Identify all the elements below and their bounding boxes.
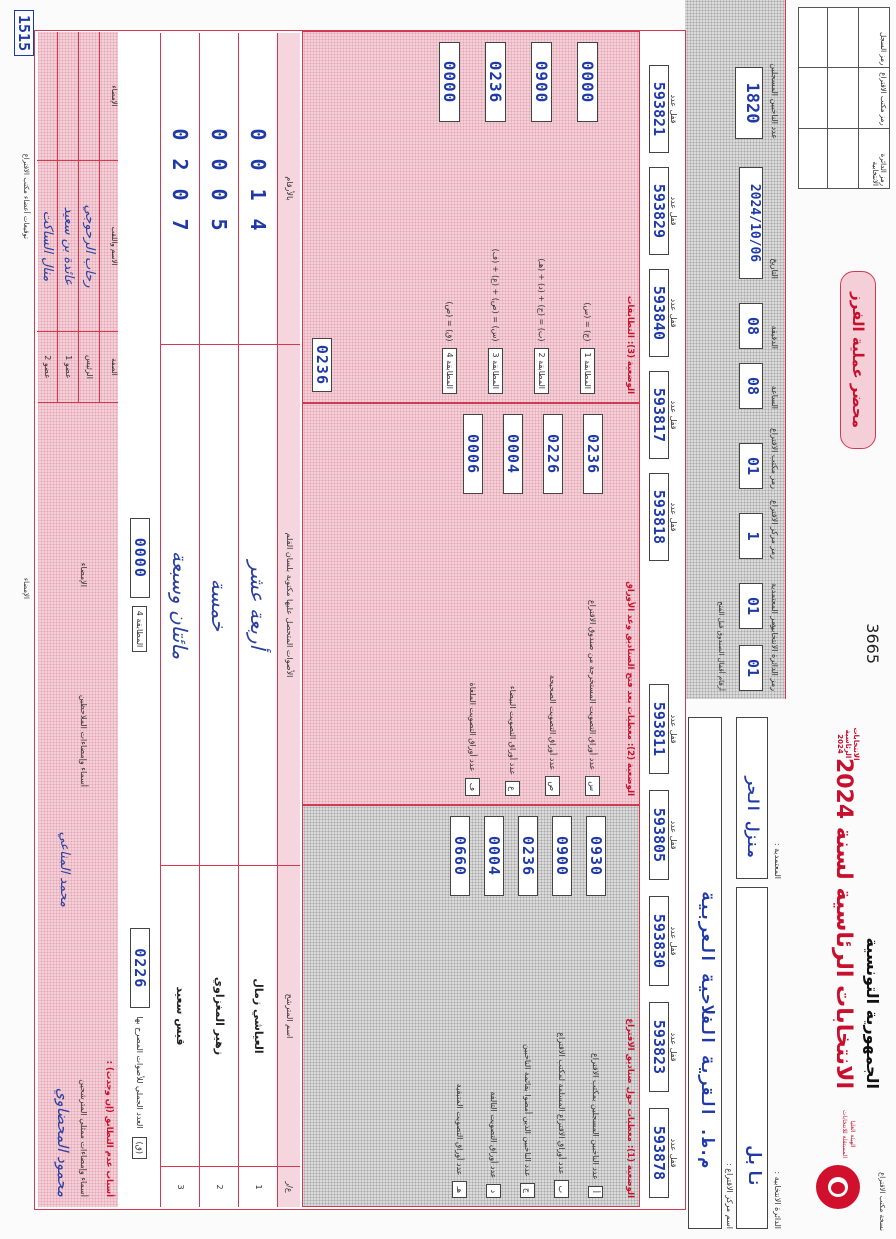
- section3-panel: [302, 31, 640, 403]
- members-table: [38, 32, 118, 403]
- total-label: العدد الجملي للأصوات المصرح بها: [135, 1016, 145, 1129]
- candidates-table: [120, 33, 300, 1207]
- seals-label: أرقام أقفال الصندوق قبل الفتح: [717, 601, 725, 691]
- code-date-label: التاريخ: [770, 258, 779, 279]
- candidate-3-name: قيس سعيد: [161, 865, 199, 1166]
- code-circ-label: رمز الدائرة الانتخابية: [770, 623, 779, 691]
- s2-row-ain: ع عدد أوراق التصويت البيضاء 0004: [493, 414, 533, 796]
- code-date: 2024/10/06: [739, 167, 763, 279]
- code-voters-label: عدد الناخبين المسجلين: [770, 63, 779, 139]
- match4-value: 0000: [130, 518, 150, 598]
- candidates-total-row: (ق) العدد الجملي للأصوات المصرح بها 0226 المطابقة 4 0000: [120, 33, 160, 1207]
- s2-value-ain: 0004: [503, 414, 523, 494]
- signature-label-2: الإمضاء: [22, 577, 30, 599]
- s2-row-fa: ف عدد أوراق التصويت الملغاة 0006: [453, 414, 493, 796]
- code-hour: 08: [739, 363, 763, 409]
- republic-title: الجمهورية التونسية: [863, 937, 882, 1089]
- s2-value-fa: 0006: [463, 414, 483, 494]
- s1-row-e: هـ عدد أوراق التصويت المتبقية 0660: [443, 816, 477, 1198]
- code-circ: 01: [739, 645, 763, 691]
- s3-value-2: 0900: [532, 42, 553, 122]
- observers-label: أسماء وإمضاءات الملاحظين: [79, 694, 88, 787]
- section2-rows: [453, 414, 613, 796]
- form-badge: محضر عملية الفرز: [840, 271, 876, 449]
- candidate-1-digits: 0014: [246, 128, 270, 249]
- candidate-2-digits: 0005: [207, 128, 231, 249]
- candidate-3-digits: 0207: [168, 128, 192, 249]
- deleg-field: [736, 717, 768, 879]
- deleg-value: منزل الحر: [744, 776, 762, 858]
- candidate-1-name: العياشي زمال: [239, 865, 277, 1166]
- section2-title: الوضعية (2): معطيات بعد فتح الصناديق وعد الأوراق: [625, 581, 635, 796]
- seal-before-2: 593823: [649, 1002, 669, 1092]
- total-value: 0226: [130, 928, 150, 1008]
- s3-extra-code: 0236: [312, 338, 332, 392]
- top-note: نسخة مكتب الاقتراع: [878, 1172, 886, 1231]
- s1-row-a: أ عدد الناخبين المسجلين بمكتب الاقتراع 0930: [579, 816, 613, 1198]
- candidate-3-words: مائتان وسبعة: [161, 344, 199, 865]
- election-logo: الانتخابات الرئاسية 2024: [836, 727, 860, 761]
- s2-row-s: س عدد أوراق التصويت المستخرجة من صندوق الاقتراع 0236: [573, 414, 613, 796]
- circ-label: الدائرة الانتخابية :: [773, 1171, 782, 1229]
- match4-label: المطابقة 4: [133, 606, 148, 652]
- section2-panel: [302, 403, 640, 805]
- code-voters: 1820: [735, 67, 763, 139]
- page-number: 3665: [863, 623, 882, 664]
- code-office: 01: [739, 443, 763, 489]
- header: [786, 0, 896, 1239]
- seal-before-1: 593878: [649, 1108, 669, 1198]
- seals-after-row: قفل عدد 593818 قفل عدد 593817 قفل عدد 593840 قفل عدد 593829 قفل عدد 593821: [644, 32, 684, 567]
- members-header: الصفة الاسم واللقب الإمضاء: [99, 32, 118, 402]
- location-block: [686, 0, 786, 1239]
- s1-value-a: 0930: [586, 816, 606, 896]
- code-minute-label: الدقيقة: [770, 325, 779, 349]
- seal-after-4: 593829: [649, 167, 669, 255]
- election-title: الانتخابات الرئاسية لسنة 2024: [831, 757, 856, 1089]
- member-row-3: عضو 2 منال الساكت: [37, 32, 57, 402]
- s3-value-1: 0000: [578, 42, 599, 122]
- seal-after-3: 593840: [649, 269, 669, 357]
- code-center-label: رمز مركز الاقتراع: [770, 499, 779, 559]
- candidate-2-words: خمسة: [200, 344, 238, 865]
- s3-row-2: المطابقة 2 (ب) = (ج) + (د) + (هـ) 0900: [519, 42, 565, 394]
- tunisia-flag-icon: [816, 1165, 860, 1209]
- s3-value-4: 0000: [440, 42, 461, 122]
- candidate-row-1: 1 العياشي زمال أربعة عشر 0014: [238, 33, 277, 1207]
- signature-label: الإمضاء: [79, 562, 88, 587]
- member-3-name: منال الساكت: [37, 160, 57, 331]
- s1-value-b: 0900: [552, 816, 572, 896]
- section3-rows: [427, 42, 611, 394]
- s1-row-c: ج عدد الناخبين الذين أمضوا بقائمة الناخبين 0236: [511, 816, 545, 1198]
- s2-row-sad: ص عدد أوراق التصويت الصحيحة 0226: [533, 414, 573, 796]
- member-row-2: عضو 1 عائدة بن سعيد: [57, 32, 78, 402]
- section1-title: الوضعية (1): معطيات حول صناديق الاقتراع: [625, 1018, 635, 1198]
- observer-name-1: محمود المحضاوي: [54, 1087, 72, 1197]
- center-label: اسم مركز الاقتراع :: [725, 1163, 734, 1229]
- s1-value-d: 0004: [484, 816, 504, 896]
- candidate-1-words: أربعة عشر: [239, 344, 277, 865]
- s2-value-s: 0236: [583, 414, 603, 494]
- candidate-row-2: 2 زهير المغزاوي خمسة 0005: [199, 33, 238, 1207]
- agents-label: أسماء وإمضاءات ممثلي المترشحين: [79, 1079, 88, 1197]
- member-2-name: عائدة بن سعيد: [58, 160, 78, 331]
- member-row-1: الرئيس رحاب الرحوجي: [78, 32, 99, 402]
- circ-value: نابل: [744, 1147, 764, 1188]
- section3-title: الوضعية (3): التطابقات: [625, 295, 635, 394]
- seal-before-4: 593805: [649, 790, 669, 880]
- circ-field: [736, 887, 768, 1229]
- member-1-name: رحاب الرحوجي: [79, 160, 99, 331]
- s1-row-d: د عدد أوراق التصويت التالفة 0004: [477, 816, 511, 1198]
- seal-before-5: 593811: [649, 684, 669, 774]
- s3-row-1: المطابقة 1 (ج) = (س) 0000: [565, 42, 611, 394]
- s3-row-4: المطابقة 4 (ق) = (ص) 0000: [427, 42, 473, 394]
- candidates-header: ع/ر اسم المترشح الأصوات المتحصل عليها مكتوبة بلسان القلم بالأرقام: [277, 33, 300, 1207]
- isie-logo-text: الهيئة العليا المستقلة للانتخابات: [841, 1109, 856, 1158]
- seal-after-2: 593817: [649, 371, 669, 459]
- s3-extra: [313, 338, 332, 392]
- code-hour-label: الساعة: [770, 385, 779, 409]
- seals-before-row: قفل عدد 593878 قفل عدد 593823 قفل عدد 593830 قفل عدد 593805 قفل عدد 593811: [644, 568, 684, 1208]
- deleg-label: المعتمدية :: [773, 842, 782, 879]
- section1-rows: [443, 816, 613, 1198]
- candidate-row-3: 3 قيس سعيد مائتان وسبعة 0207: [160, 33, 199, 1207]
- code-deleg-label: رمز المعتمدية: [770, 582, 779, 629]
- office-code-table: رمز الدائرة الانتخابية رمز مكتب الاقتراع رمز السجل: [798, 7, 890, 189]
- s1-value-e: 0660: [450, 816, 470, 896]
- s3-row-3: المطابقة 3 (س) = (ص) + (ع) + (ف) 0236: [473, 42, 519, 394]
- bottom-note: توقيعات أعضاء مكتب الاقتراع: [22, 153, 30, 239]
- code-deleg: 01: [739, 583, 763, 629]
- seal-after-5: 593821: [649, 65, 669, 153]
- center-field: [688, 717, 722, 1229]
- s1-value-c: 0236: [518, 816, 538, 896]
- observer-name-2: محمد المناعي: [57, 831, 72, 907]
- code-minute: 08: [739, 303, 763, 349]
- seal-before-3: 593830: [649, 896, 669, 986]
- candidate-2-name: زهير المغزاوي: [200, 865, 238, 1166]
- code-office-label: رمز مكتب الاقتراع: [770, 427, 779, 489]
- codes-panel: [685, 0, 786, 699]
- code-center: 1: [739, 513, 763, 559]
- section1-panel: [302, 805, 640, 1207]
- center-value: م.ط. القرية الفلاحية العربية: [697, 891, 717, 1168]
- seal-after-1: 593818: [649, 473, 669, 561]
- reasons-label: أسباب عدم التطابق (إن وجدت) :: [104, 1060, 114, 1197]
- s3-value-3: 0236: [486, 42, 507, 122]
- corner-note: 1515: [14, 10, 34, 56]
- s1-row-b: ب عدد أوراق الاقتراع المسلمة لمكتب الاقتراع 0900: [545, 816, 579, 1198]
- s2-value-sad: 0226: [543, 414, 563, 494]
